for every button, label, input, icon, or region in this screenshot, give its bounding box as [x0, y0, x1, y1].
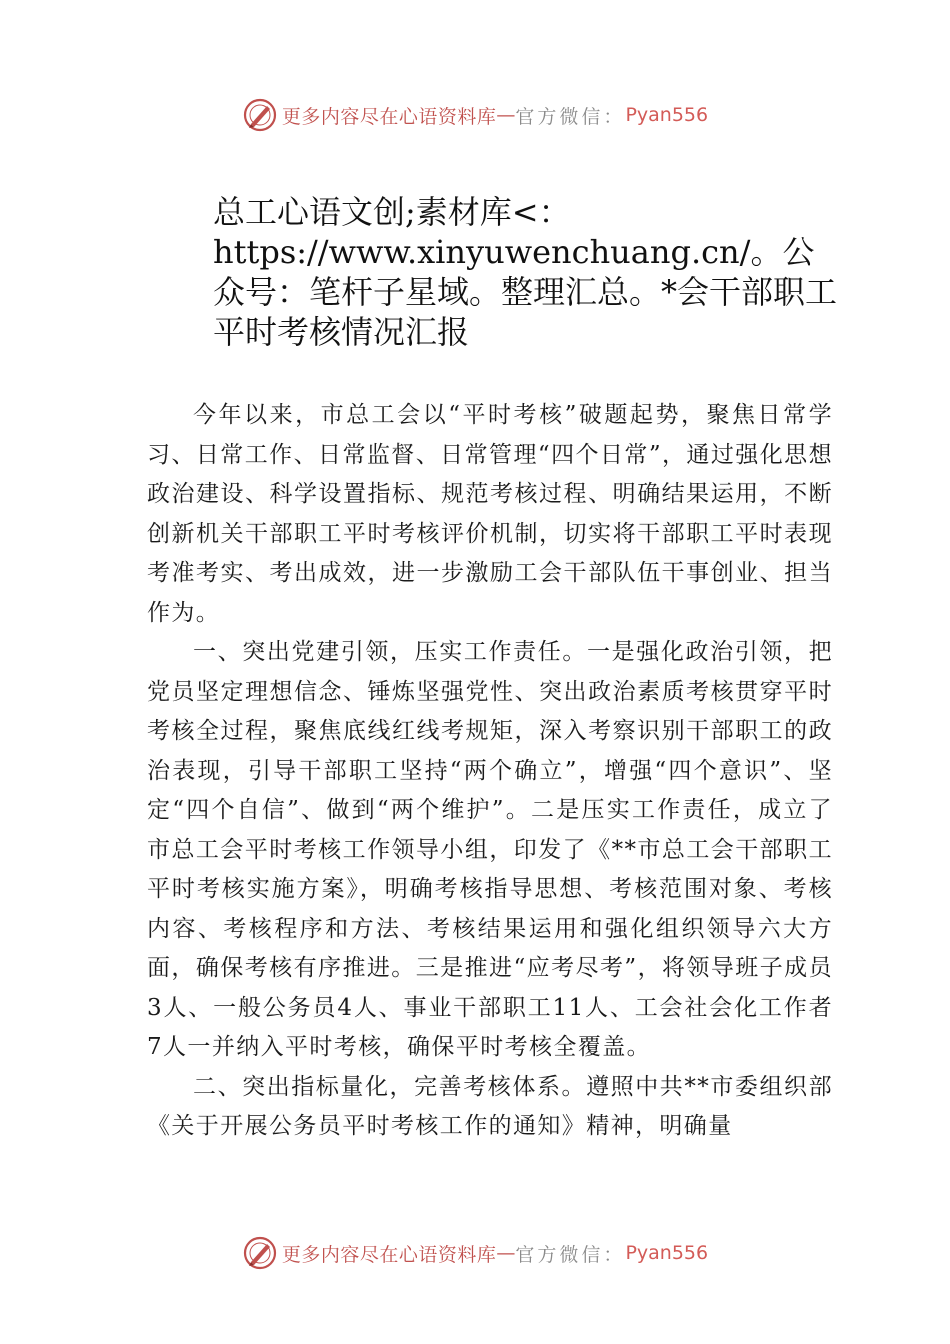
body-paragraph-intro: 今年以来，市总工会以“平时考核”破题起势，聚焦日常学习、日常工作、日常监督、日常管理“四个日常”，通过强化思想政治建设、科学设置指标、规范考核过程、明确结果运用，不断创新机关干部职工平时考核评价机制，切实将干部职工平时表现考准考实、考出成效，进一步激励工会干部队伍干事创业、担当作为。: [147, 402, 833, 626]
header-watermark: [0, 95, 950, 135]
body-paragraph-section-1: 一、突出党建引领，压实工作责任。一是强化政治引领，把党员坚定理想信念、锤炼坚强党性、突出政治素质考核贯穿平时考核全过程，聚焦底线红线考规矩，深入考察识别干部职工的政治表现，引导干部职工坚持“两个确立”，增强“四个意识”、坚定“四个自信”、做到“两个维护”。二是压实工作责任，成立了市总工会平时考核工作领导小组，印发了《**市总工会干部职工平时考核实施方案》，明确考核指导思想、考核范围对象、考核内容、考核程序和方法、考核结果运用和强化组织领导六大方面，确保考核有序推进。三是推进“应考尽考”，将领导班子成员3人、一般公务员4人、事业干部职工11人、工会社会化工作者7人一并纳入平时考核，确保平时考核全覆盖。: [147, 639, 833, 1060]
body-paragraph-section-2: 二、突出指标量化，完善考核体系。遵照中共**市委组织部《关于开展公务员平时考核工作的通知》精神，明确量: [147, 1073, 833, 1139]
footer-watermark: [0, 1233, 950, 1273]
watermark-separator: —: [496, 1242, 516, 1264]
pen-stamp-icon: [242, 1235, 278, 1271]
watermark-account: Pyan556: [625, 1242, 709, 1264]
document-title: 总工心语文创;素材库<：https://www.xinyuwenchuang.cn/。公众号：笔杆子星域。整理汇总。*会干部职工平时考核情况汇报: [213, 193, 838, 351]
watermark-separator: —: [496, 104, 516, 126]
document-body: [147, 396, 833, 1147]
watermark-wechat-label: 官方微信：: [515, 1243, 626, 1266]
watermark-account: Pyan556: [625, 104, 709, 126]
watermark-wechat-label: 官方微信：: [515, 105, 626, 128]
pen-stamp-icon: [242, 97, 278, 133]
watermark-brand: 更多内容尽在心语资料库: [281, 105, 497, 128]
watermark-brand: 更多内容尽在心语资料库: [281, 1243, 497, 1266]
